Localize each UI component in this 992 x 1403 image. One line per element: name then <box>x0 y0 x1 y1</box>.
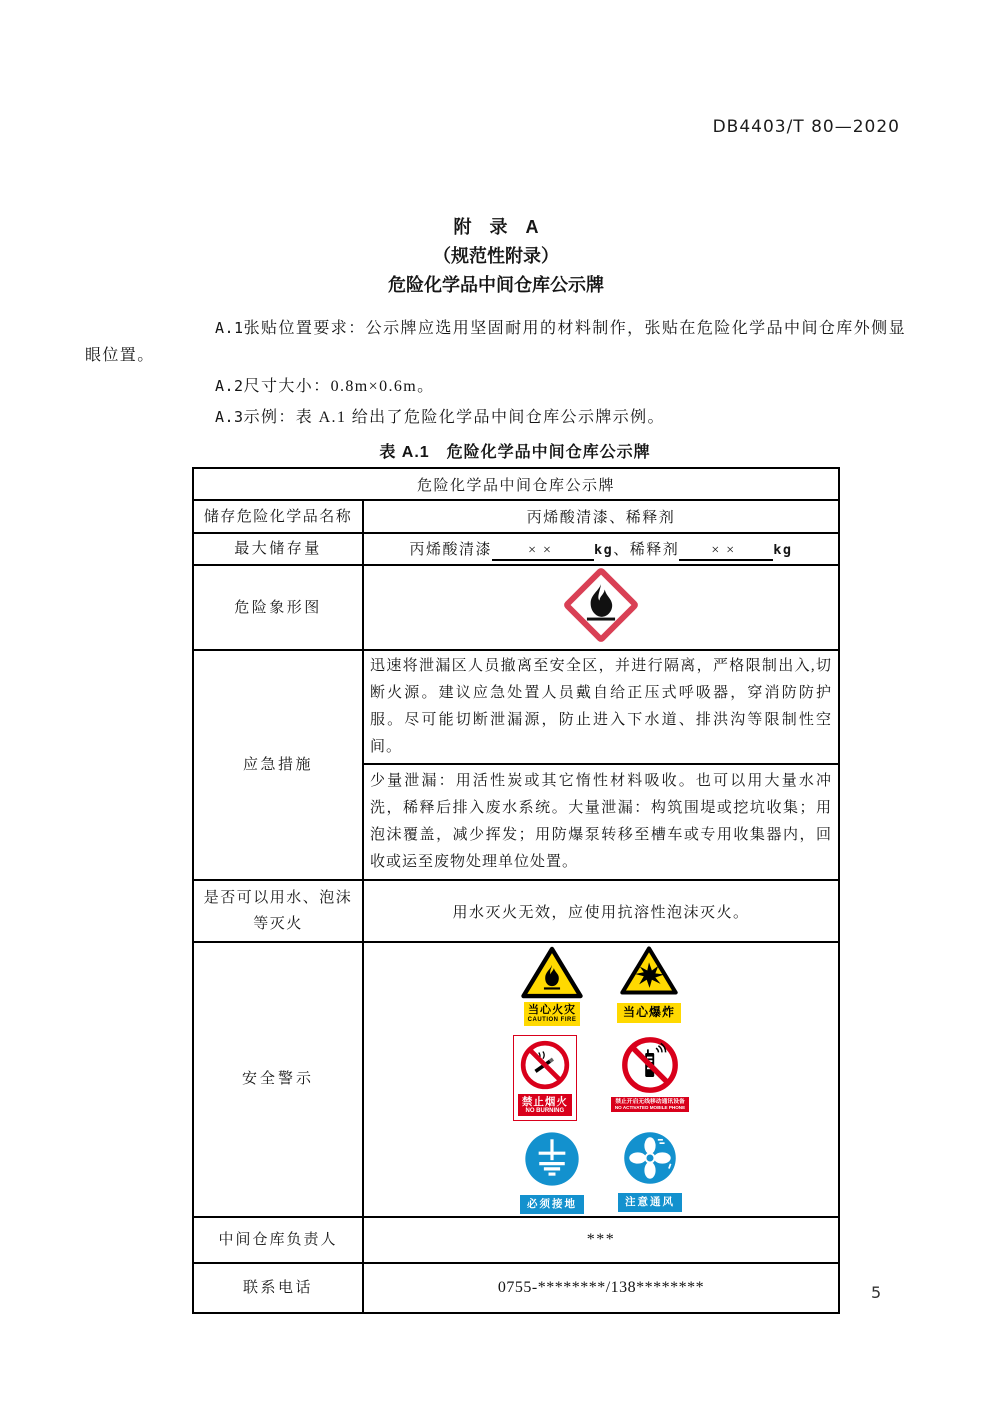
caution-explosion-sign <box>617 945 681 1023</box>
appendix-title-block <box>0 213 992 300</box>
clause-a1-label: A.1 <box>215 319 244 337</box>
storage-unit1: kg <box>593 541 614 558</box>
extinguish-row <box>193 880 839 942</box>
storage-separator: 、 <box>613 541 630 558</box>
table-title: 危险化学品中间仓库公示牌 <box>193 468 839 500</box>
safety-signs-cell <box>363 942 839 1217</box>
caution-fire-sign <box>521 945 583 1026</box>
notice-board-table <box>192 467 840 1314</box>
clause-a3 <box>85 404 906 431</box>
manager-label: 中间仓库负责人 <box>193 1217 363 1263</box>
no-burning-icon <box>519 1039 571 1091</box>
max-storage-value <box>363 533 839 565</box>
table-caption: 表 A.1 危险化学品中间仓库公示牌 <box>379 444 651 461</box>
explosion-warning-icon <box>620 945 678 996</box>
safety-signs-grid <box>370 945 832 1214</box>
mandatory-signs-row <box>520 1130 682 1213</box>
no-mobile-phone-label: 禁止开启无线移动通讯设备 NO ACTIVATED MOBILE PHONE <box>611 1097 689 1113</box>
safety-signs-row <box>193 942 839 1217</box>
warning-signs-row <box>521 945 681 1026</box>
ghs-flame-pictogram-icon <box>564 568 638 642</box>
emergency-row-1 <box>193 650 839 764</box>
pictogram-cell <box>363 565 839 650</box>
storage-item2: 稀释剂 <box>629 541 680 558</box>
appendix-heading: 危险化学品中间仓库公示牌 <box>388 275 604 295</box>
storage-unit2: kg <box>773 541 793 558</box>
storage-blank-field-1: ×× <box>492 542 594 561</box>
emergency-text-2: 少量泄漏：用活性炭或其它惰性材料吸收。也可以用大量水冲洗，稀释后排入废水系统。大量泄漏：构筑围堤或挖坑收集；用泡沫覆盖，减少挥发；用防爆泵转移至槽车或专用收集器内，回收或运至废物处理单位处置。 <box>363 764 839 880</box>
no-burning-sign <box>513 1035 577 1122</box>
emergency-text-1: 迅速将泄漏区人员撤离至安全区，并进行隔离，严格限制出入,切断火源。建议应急处置人员戴自给正压式呼吸器，穿消防防护服。尽可能切断泄漏源，防止进入下水道、排洪沟等限制性空间。 <box>363 650 839 764</box>
chemical-name-value: 丙烯酸清漆、稀释剂 <box>363 500 839 533</box>
ground-connection-icon <box>523 1130 581 1188</box>
clause-a2 <box>85 373 906 400</box>
clause-a1-text: 张贴位置要求：公示牌应选用坚固耐用的材料制作，张贴在危险化学品中间仓库外侧显眼位置。 <box>85 320 906 364</box>
phone-label: 联系电话 <box>193 1263 363 1313</box>
max-storage-row <box>193 533 839 565</box>
ventilation-fan-icon <box>622 1130 678 1186</box>
pictogram-row <box>193 565 839 650</box>
clause-a2-label: A.2 <box>215 377 244 395</box>
max-storage-label: 最大储存量 <box>193 533 363 565</box>
ventilation-label: 注意通风 <box>618 1193 682 1211</box>
chemical-name-label: 储存危险化学品名称 <box>193 500 363 533</box>
must-ground-label: 必须接地 <box>520 1195 584 1213</box>
caution-explosion-label: 当心爆炸 <box>617 1003 681 1023</box>
clause-a3-text: 示例：表 A.1 给出了危险化学品中间仓库公示牌示例。 <box>243 409 665 426</box>
manager-row <box>193 1217 839 1263</box>
no-mobile-phone-sign <box>611 1035 689 1113</box>
prohibition-signs-row <box>513 1035 689 1122</box>
must-ground-sign <box>520 1130 584 1213</box>
pictogram-label: 危险象形图 <box>193 565 363 650</box>
appendix-subtitle: （规范性附录） <box>433 246 559 266</box>
page-number: 5 <box>871 1283 882 1302</box>
clause-a1 <box>85 315 906 369</box>
standard-number: DB4403/T 80—2020 <box>712 117 900 137</box>
clause-a2-text: 尺寸大小：0.8m×0.6m。 <box>243 378 435 395</box>
appendix-title: 附 录 A <box>453 217 539 237</box>
safety-label: 安全警示 <box>193 942 363 1217</box>
extinguish-label: 是否可以用水、泡沫等灭火 <box>193 880 363 942</box>
storage-blank-field-2: ×× <box>679 542 773 561</box>
phone-row <box>193 1263 839 1313</box>
extinguish-value: 用水灭火无效，应使用抗溶性泡沫灭火。 <box>363 880 839 942</box>
storage-item1: 丙烯酸清漆 <box>409 541 492 558</box>
no-mobile-phone-icon <box>620 1035 680 1095</box>
chemical-name-row <box>193 500 839 533</box>
ventilation-sign <box>618 1130 682 1211</box>
emergency-label: 应急措施 <box>193 650 363 880</box>
clause-a3-label: A.3 <box>215 408 244 426</box>
table-title-row <box>193 468 839 500</box>
caution-fire-label: 当心火灾 CAUTION FIRE <box>524 1002 581 1026</box>
phone-value: 0755-********/138******** <box>363 1263 839 1313</box>
no-burning-label: 禁止烟火 NO BURNING <box>518 1094 572 1117</box>
fire-warning-icon <box>521 945 583 1000</box>
manager-value: *** <box>363 1217 839 1263</box>
